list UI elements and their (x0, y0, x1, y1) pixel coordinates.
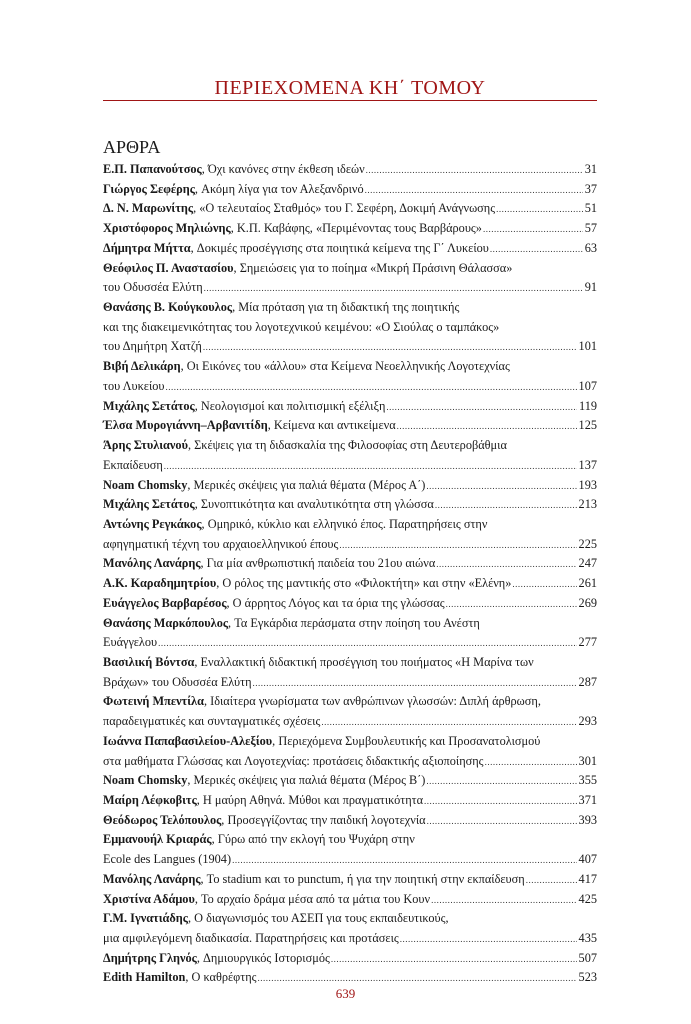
entry-title: αφηγηματική τέχνη του αρχαιοελληνικού έπους (103, 536, 339, 551)
entry-author: Εμμανουήλ Κριαράς (103, 832, 212, 847)
entry-author: Θανάσης Μαρκόπουλος (103, 615, 229, 630)
entry-title: Ομηρικό, κύκλιο και ελληνικό έπος. Παρατηρήσεις στην (207, 516, 488, 531)
toc-line (103, 732, 597, 752)
entry-author: Μιχάλης Σετάτος (103, 398, 195, 413)
toc-line (103, 949, 597, 969)
author-separator: , (193, 201, 200, 216)
toc-line (103, 259, 597, 279)
author-separator: , (226, 595, 233, 610)
toc-line (103, 199, 597, 219)
toc-entry (103, 811, 597, 831)
entry-page-number: 507 (578, 950, 597, 965)
entry-title: Ευάγγελου (103, 635, 158, 650)
entry-page-number: 63 (584, 240, 597, 255)
toc-entry (103, 160, 597, 180)
entry-page-number: 355 (578, 773, 597, 788)
toc-entry (103, 416, 597, 436)
toc-line (103, 318, 597, 338)
entry-author: Γ.Μ. Ιγνατιάδης (103, 911, 188, 926)
toc-entry (103, 357, 597, 396)
entry-author: Edith Hamilton (103, 970, 186, 985)
dot-leader (366, 160, 583, 181)
entry-title: Νεολογισμοί και πολιτισμική εξέλιξη (200, 398, 386, 413)
entry-title: Ecole des Langues (1904) (103, 852, 232, 867)
entry-page-number: 435 (578, 931, 597, 946)
entry-title: Βράχων» του Οδυσσέα Ελύτη (103, 674, 252, 689)
author-separator: , (187, 477, 194, 492)
author-separator: , (194, 398, 201, 413)
author-separator: , (194, 654, 201, 669)
entry-title: Εκπαίδευση (103, 457, 163, 472)
toc-entry (103, 259, 597, 298)
dot-leader (253, 673, 577, 694)
toc-entry (103, 909, 597, 948)
entry-title: Σημειώσεις για το ποίημα «Μικρή Πράσινη Θάλασσα» (239, 260, 513, 275)
dot-leader (232, 850, 576, 871)
entry-page-number: 301 (578, 753, 597, 768)
toc-line (103, 614, 597, 634)
toc-line (103, 633, 597, 653)
entry-page-number: 125 (578, 418, 597, 433)
dot-leader (165, 377, 576, 398)
toc-line (103, 890, 597, 910)
toc-entry (103, 949, 597, 969)
entry-author: Θεόδωρος Τελόπουλος (103, 812, 222, 827)
dot-leader (397, 416, 577, 437)
entry-page-number: 51 (584, 201, 597, 216)
author-separator: , (230, 221, 237, 236)
toc-line (103, 594, 597, 614)
toc-entry (103, 614, 597, 653)
toc-entry (103, 653, 597, 692)
dot-leader (431, 890, 576, 911)
dot-leader (436, 554, 576, 575)
toc-line (103, 515, 597, 535)
entry-page-number: 293 (578, 714, 597, 729)
entry-title: Γύρω από την εκλογή του Ψυχάρη στην (217, 832, 415, 847)
entry-title: Μία πρόταση για τη διδακτική της ποιητικής (238, 300, 460, 315)
entry-author: Ευάγγελος Βαρβαρέσος (103, 595, 227, 610)
entry-author: Βιβή Δελικάρη (103, 359, 181, 374)
toc-line (103, 495, 597, 515)
toc-entry (103, 791, 597, 811)
toc-entry (103, 692, 597, 731)
author-separator: , (232, 300, 239, 315)
author-separator: , (190, 240, 197, 255)
dot-leader (426, 476, 576, 497)
entry-author: Χριστίνα Αδάμου (103, 891, 195, 906)
entry-author: Noam Chomsky (103, 477, 188, 492)
toc-entry (103, 870, 597, 890)
author-separator: , (187, 911, 195, 926)
entry-page-number: 277 (578, 635, 597, 650)
entry-page-number: 137 (578, 457, 597, 472)
entry-page-number: 57 (584, 221, 597, 236)
toc-line (103, 771, 597, 791)
dot-leader (331, 949, 577, 970)
entry-page-number: 287 (578, 674, 597, 689)
dot-leader (365, 180, 583, 201)
toc-entry (103, 298, 597, 357)
volume-contents-title: ΠΕΡΙΕΧΟΜΕΝΑ ΚΗ΄ ΤΟΜΟΥ (214, 77, 486, 99)
author-separator: , (228, 615, 235, 630)
dot-leader (426, 771, 576, 792)
toc-line (103, 909, 597, 929)
entry-page-number: 119 (579, 398, 597, 413)
entry-page-number: 523 (578, 970, 597, 985)
toc-entry (103, 199, 597, 219)
author-separator: , (185, 970, 192, 985)
dot-leader (386, 397, 577, 418)
entry-title: Οι Εικόνες του «άλλου» στα Κείμενα Νεοελληνικής Λογοτεχνίας (186, 359, 510, 374)
toc-line (103, 535, 597, 555)
entry-author: Δ. Ν. Μαρωνίτης (103, 201, 194, 216)
entry-author: Αντώνης Ρεγκάκος (103, 516, 202, 531)
toc-entry (103, 732, 597, 771)
title-divider (103, 100, 597, 101)
entry-title: Σκέψεις για τη διδασκαλία της Φιλοσοφίας στη Δευτεροβάθμια (194, 438, 507, 453)
author-separator: , (194, 181, 202, 196)
entry-title: Για μία ανθρωπιστική παιδεία του 21ου αιώνα (206, 556, 436, 571)
author-separator: , (180, 359, 187, 374)
entry-author: Μιχάλης Σετάτος (103, 497, 195, 512)
entry-title: Το stadium και το punctum, ή για την ποιητική στην εκπαίδευση (206, 871, 525, 886)
toc-line (103, 397, 597, 417)
toc-line (103, 180, 597, 200)
entry-page-number: 31 (584, 162, 597, 176)
author-separator: , (203, 694, 211, 709)
entry-title: Περιεχόμενα Συμβουλευτικής και Προσανατολισμού (278, 733, 541, 748)
toc-entry (103, 890, 597, 910)
section-heading: ΑΡΘΡΑ (103, 137, 161, 157)
dot-leader (339, 535, 576, 556)
entry-title: στα μαθήματα Γλώσσας και Λογοτεχνίας: προτάσεις διδακτικής αξιοποίησης (103, 753, 484, 768)
dot-leader (427, 811, 577, 832)
entry-title: Τα Εγκάρδια περάσματα στην ποίηση του Ανέστη (234, 615, 480, 630)
toc-line (103, 278, 597, 298)
toc-line (103, 752, 597, 772)
author-separator: , (187, 773, 194, 788)
entry-author: Δημήτρης Γληνός (103, 950, 197, 965)
entry-author: Γιώργος Σεφέρης (103, 181, 195, 196)
toc-line (103, 436, 597, 456)
entry-page-number: 107 (578, 378, 597, 393)
author-separator: , (196, 950, 203, 965)
toc-entry (103, 830, 597, 869)
dot-leader (204, 278, 583, 299)
toc-line (103, 416, 597, 436)
entry-author: Άρης Στυλιανού (103, 438, 188, 453)
entry-page-number: 407 (578, 852, 597, 867)
entry-page-number: 425 (578, 891, 597, 906)
entry-title: Δοκιμές προσέγγισης στα ποιητικά κείμενα της Γ΄ Λυκείου (196, 240, 489, 255)
author-separator: , (272, 733, 279, 748)
toc-line (103, 712, 597, 732)
entry-page-number: 193 (578, 477, 597, 492)
author-separator: , (194, 891, 201, 906)
author-separator: , (216, 576, 223, 591)
toc-line (103, 574, 597, 594)
dot-leader (490, 239, 583, 260)
entry-author: Θεόφιλος Π. Αναστασίου (103, 260, 234, 275)
entry-title: μια αμφιλεγόμενη διαδικασία. Παρατηρήσεις και προτάσεις (103, 931, 399, 946)
author-separator: , (187, 438, 195, 453)
entry-title: Η μαύρη Αθηνά. Μύθοι και πραγματικότητα (202, 793, 424, 807)
entry-title: Ο άρρητος Λόγος και τα όρια της γλώσσας (232, 595, 445, 610)
toc-line (103, 337, 597, 357)
toc-line (103, 811, 597, 831)
toc-entry (103, 515, 597, 554)
author-separator: , (233, 260, 240, 275)
toc-entry (103, 239, 597, 259)
toc-line (103, 377, 597, 397)
entry-title: Όχι κανόνες στην έκθεση ιδεών (207, 162, 365, 176)
entry-title: Κ.Π. Καβάφης, «Περιμένοντας τους Βαρβάρους» (236, 221, 482, 236)
entry-title: Ο καθρέφτης (191, 970, 257, 985)
toc-entry (103, 594, 597, 614)
entry-title: παραδειγματικές και συνταγματικές σχέσεις (103, 714, 321, 729)
entry-title: Συνοπτικότητα και αναλυτικότητα στη γλώσσα (200, 497, 434, 512)
entry-author: Θανάσης Β. Κούγκουλος (103, 300, 233, 315)
toc-entry (103, 397, 597, 417)
entry-author: Ε.Π. Παπανούτσος (103, 162, 202, 176)
toc-line (103, 476, 597, 496)
entry-page-number: 225 (578, 536, 597, 551)
entry-page-number: 269 (578, 595, 597, 610)
entry-page-number: 213 (578, 497, 597, 512)
author-separator: , (211, 832, 218, 847)
toc-line (103, 239, 597, 259)
dot-leader (435, 495, 577, 516)
entry-page-number: 91 (584, 280, 597, 295)
author-separator: , (196, 793, 203, 807)
entry-author: Φωτεινή Μπεντίλα (103, 694, 204, 709)
entry-title: του Οδυσσέα Ελύτη (103, 280, 203, 295)
toc-entry (103, 436, 597, 475)
table-of-contents (103, 160, 597, 988)
entry-author: Δήμητρα Μήττα (103, 240, 191, 255)
entry-title: Ο διαγωνισμός του ΑΣΕΠ για τους εκπαιδευτικούς, (194, 911, 449, 926)
entry-title: Κείμενα και αντικείμενα (273, 418, 396, 433)
toc-entry (103, 180, 597, 200)
entry-page-number: 101 (578, 339, 597, 354)
author-separator: , (201, 516, 208, 531)
page-number: 639 (335, 986, 356, 1001)
author-separator: , (194, 497, 201, 512)
dot-leader (496, 199, 583, 220)
toc-line (103, 791, 597, 811)
toc-line (103, 456, 597, 476)
entry-page-number: 247 (578, 556, 597, 571)
toc-line (103, 870, 597, 890)
toc-line (103, 929, 597, 949)
dot-leader (321, 712, 576, 733)
author-separator: , (221, 812, 228, 827)
author-separator: , (200, 871, 207, 886)
toc-entry (103, 476, 597, 496)
entry-author: Ιωάννα Παπαβασιλείου-Αλεξίου (103, 733, 273, 748)
entry-author: Α.Κ. Καραδημητρίου (103, 576, 217, 591)
toc-line (103, 673, 597, 693)
entry-title: Ιδιαίτερα γνωρίσματα των ανθρώπινων γλωσσών: Διπλή άρθρωση, (210, 694, 541, 709)
toc-entry (103, 574, 597, 594)
entry-title: Εναλλακτική διδακτική προσέγγιση του ποιήματος «Η Μαρίνα των (200, 654, 534, 669)
entry-author: Βασιλική Βόντσα (103, 654, 195, 669)
entry-author: Noam Chomsky (103, 773, 188, 788)
entry-page-number: 371 (578, 793, 597, 807)
entry-author: Μανόλης Λανάρης (103, 556, 201, 571)
entry-title: Μερικές σκέψεις για παλιά θέματα (Μέρος Β΄) (193, 773, 426, 788)
entry-title: Ο ρόλος της μαντικής στο «Φιλοκτήτη» και στην «Ελένη» (222, 576, 512, 591)
dot-leader (203, 337, 577, 358)
author-separator: , (201, 162, 208, 176)
toc-entry (103, 554, 597, 574)
entry-author: Μανόλης Λανάρης (103, 871, 201, 886)
entry-title: του Δημήτρη Χατζή (103, 339, 202, 354)
dot-leader (158, 633, 576, 654)
dot-leader (483, 219, 583, 240)
toc-line (103, 850, 597, 870)
entry-page-number: 37 (584, 181, 597, 196)
entry-author: Χριστόφορος Μηλιώνης (103, 221, 231, 236)
dot-leader (526, 870, 577, 891)
toc-entry (103, 771, 597, 791)
entry-author: Μαίρη Λέφκοβιτς (103, 793, 197, 807)
toc-line (103, 298, 597, 318)
toc-line (103, 554, 597, 574)
entry-title: Προσεγγίζοντας την παιδική λογοτεχνία (227, 812, 426, 827)
toc-line (103, 653, 597, 673)
entry-title: Το αρχαίο δράμα μέσα από τα μάτια του Κουν (200, 891, 431, 906)
entry-title: του Λυκείου (103, 378, 165, 393)
entry-page-number: 417 (578, 871, 597, 886)
toc-line (103, 692, 597, 712)
dot-leader (512, 574, 576, 595)
dot-leader (485, 752, 577, 773)
dot-leader (164, 456, 577, 477)
dot-leader (400, 929, 577, 950)
entry-page-number: 393 (578, 812, 597, 827)
toc-line (103, 357, 597, 377)
entry-title: Μερικές σκέψεις για παλιά θέματα (Μέρος Α΄) (193, 477, 426, 492)
dot-leader (424, 791, 577, 812)
entry-author: Έλσα Μυρογιάννη–Αρβανιτίδη (103, 418, 268, 433)
entry-title: Δημιουργικός Ιστορισμός (202, 950, 330, 965)
author-separator: , (200, 556, 207, 571)
entry-title: Ακόμη λίγα για τον Αλεξανδρινό (201, 181, 364, 196)
toc-line (103, 830, 597, 850)
toc-line (103, 160, 597, 180)
toc-line (103, 219, 597, 239)
entry-page-number: 261 (578, 576, 597, 591)
entry-title: και της διακειμενικότητας του λογοτεχνικού κειμένου: «Ο Σιούλας ο ταμπάκος» (103, 319, 500, 334)
toc-entry (103, 219, 597, 239)
author-separator: , (267, 418, 274, 433)
entry-title: «Ο τελευταίος Σταθμός» του Γ. Σεφέρη, Δοκιμή Ανάγνωσης (199, 201, 496, 216)
dot-leader (446, 594, 577, 615)
toc-entry (103, 495, 597, 515)
